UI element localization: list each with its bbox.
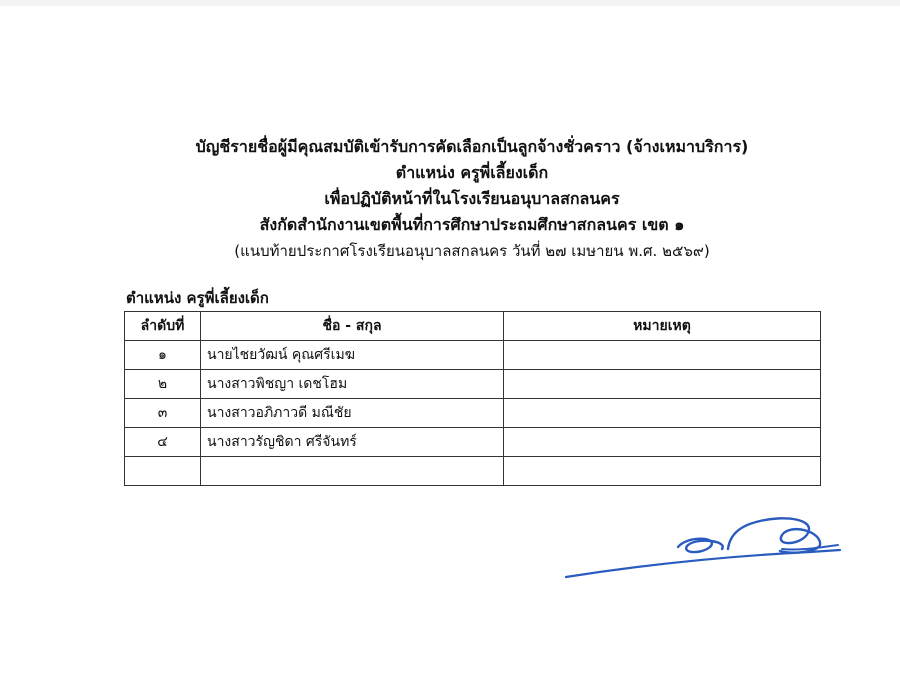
- row-name: นางสาวพิชญา เดชโฮม: [201, 370, 504, 399]
- signature-stroke: [566, 550, 840, 577]
- row-remark: [504, 341, 821, 370]
- heading-title: บัญชีรายชื่อผู้มีคุณสมบัติเข้ารับการคัดเลือกเป็นลูกจ้างชั่วคราว (จ้างเหมาบริการ): [195, 137, 749, 156]
- heading-purpose: เพื่อปฏิบัติหน้าที่ในโรงเรียนอนุบาลสกลนคร: [324, 189, 620, 208]
- row-remark: [504, 399, 821, 428]
- document-heading: [0, 134, 900, 264]
- row-name: นางสาวรัญชิดา ศรีจันทร์: [201, 428, 504, 457]
- page-top-edge: [0, 0, 900, 6]
- table-row-empty: [125, 457, 821, 486]
- row-name: นายไชยวัฒน์ คุณศรีเมฆ: [201, 341, 504, 370]
- row-number: ๒: [125, 370, 201, 399]
- header-order: ลำดับที่: [125, 312, 201, 341]
- signature-tail: [782, 545, 838, 550]
- row-name: [201, 457, 504, 486]
- row-number: ๑: [125, 341, 201, 370]
- signature-loop-right: [728, 518, 820, 552]
- heading-position: ตำแหน่ง ครูพี่เลี้ยงเด็ก: [395, 163, 549, 182]
- signature-loop-left: [678, 539, 723, 552]
- table-row: [125, 428, 821, 457]
- row-name: นางสาวอภิภาวดี มณีชัย: [201, 399, 504, 428]
- row-remark: [504, 370, 821, 399]
- header-remark: หมายเหตุ: [504, 312, 821, 341]
- header-name: ชื่อ - สกุล: [201, 312, 504, 341]
- table-header-row: [125, 312, 821, 341]
- heading-attachment-note: (แนบท้ายประกาศโรงเรียนอนุบาลสกลนคร วันที่ ๒๗ เมษายน พ.ศ. ๒๕๖๙): [234, 242, 710, 260]
- row-number: ๓: [125, 399, 201, 428]
- table-row: [125, 399, 821, 428]
- table-row: [125, 370, 821, 399]
- signature-image: [560, 505, 850, 585]
- row-number: [125, 457, 201, 486]
- table-row: [125, 341, 821, 370]
- row-number: ๔: [125, 428, 201, 457]
- candidate-table: [124, 311, 821, 486]
- row-remark: [504, 457, 821, 486]
- row-remark: [504, 428, 821, 457]
- heading-affiliation: สังกัดสำนักงานเขตพื้นที่การศึกษาประถมศึกษาสกลนคร เขต ๑: [259, 215, 685, 234]
- position-label: ตำแหน่ง ครูพี่เลี้ยงเด็ก: [126, 289, 269, 307]
